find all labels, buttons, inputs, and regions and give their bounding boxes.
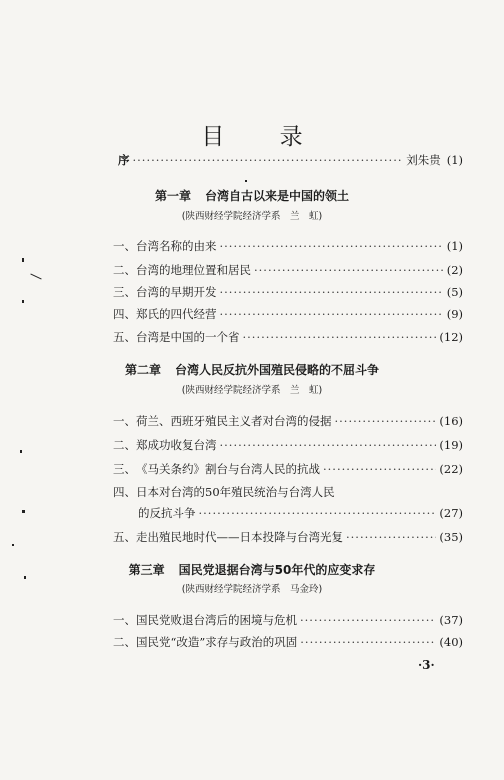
chapter-heading <box>0 188 504 204</box>
entry-title: 走出殖民地时代——日本投降与台湾光复 <box>136 530 343 544</box>
scan-speck <box>20 450 22 453</box>
entry-number: 三、 <box>113 285 136 299</box>
page-ref: (9) <box>446 307 463 321</box>
page-ref: (1) <box>446 153 463 167</box>
page-ref: (12) <box>439 330 463 344</box>
page-ref: (40) <box>439 635 463 649</box>
leader-dots <box>220 437 437 453</box>
scan-speck <box>245 180 247 182</box>
chapter-title: 台湾自古以来是中国的领土 <box>205 189 350 203</box>
entry-number: 一、 <box>113 239 136 253</box>
entry-title-continuation: 的反抗斗争 <box>138 506 196 520</box>
chapter-number: 第一章 <box>154 189 191 203</box>
preface-label: 序 <box>118 153 130 167</box>
entry-number: 四、 <box>113 307 136 321</box>
leader-dots <box>300 634 436 650</box>
toc-entry <box>113 329 463 345</box>
leader-dots <box>220 306 444 322</box>
scan-speck <box>12 544 14 546</box>
leader-dots <box>300 612 436 628</box>
scan-speck <box>22 258 24 262</box>
page-ref: (37) <box>439 613 463 627</box>
leader-dots <box>323 461 436 477</box>
entry-title: 台湾的早期开发 <box>136 285 217 299</box>
chapter-heading <box>0 362 504 378</box>
toc-entry <box>113 262 463 278</box>
chapter-affiliation: (陕西财经学院经济学系 兰 虹) <box>181 211 323 222</box>
entry-title: 台湾名称的由来 <box>136 239 217 253</box>
toc-entry-continuation <box>138 505 463 521</box>
toc-entry <box>113 306 463 322</box>
page-ref: (27) <box>439 506 463 520</box>
entry-title: 国民党败退台湾后的困境与危机 <box>136 613 297 627</box>
toc-entry <box>113 529 463 545</box>
toc-entry-preface <box>118 152 463 168</box>
toc-entry <box>113 461 463 477</box>
toc-entry <box>113 437 463 453</box>
leader-dots <box>254 262 444 278</box>
page-number: ·3· <box>418 658 435 672</box>
page-ref: (35) <box>439 530 463 544</box>
entry-number: 三、 <box>113 462 136 476</box>
leader-dots <box>335 413 437 429</box>
page-ref: (22) <box>439 462 463 476</box>
entry-title: 郑成功收复台湾 <box>136 438 217 452</box>
leader-dots <box>133 152 404 168</box>
chapter-title: 国民党退据台湾与50年代的应变求存 <box>178 563 376 577</box>
entry-title: 郑氏的四代经营 <box>136 307 217 321</box>
leader-dots <box>346 529 436 545</box>
chapter-affiliation: (陕西财经学院经济学系 马金玲) <box>181 584 323 595</box>
leader-dots <box>220 284 444 300</box>
entry-number: 一、 <box>113 613 136 627</box>
leader-dots <box>220 238 444 254</box>
chapter-heading <box>0 562 504 578</box>
entry-title: 《马关条约》割台与台湾人民的抗战 <box>136 462 320 476</box>
page-title: 目 录 <box>201 124 327 150</box>
chapter-title: 台湾人民反抗外国殖民侵略的不屈斗争 <box>175 363 380 377</box>
toc-entry <box>113 634 463 650</box>
page-ref: (5) <box>446 285 463 299</box>
scan-speck <box>22 300 24 303</box>
entry-title: 国民党“改造”求存与政治的巩固 <box>136 635 298 649</box>
toc-entry <box>113 612 463 628</box>
preface-author: 刘朱贵 <box>406 153 441 167</box>
entry-number: 四、 <box>113 485 136 499</box>
entry-title: 荷兰、西班牙殖民主义者对台湾的侵据 <box>136 414 332 428</box>
entry-title: 日本对台湾的50年殖民统治与台湾人民 <box>136 485 335 499</box>
chapter-number: 第二章 <box>124 363 161 377</box>
entry-number: 二、 <box>113 635 136 649</box>
entry-number: 五、 <box>113 330 136 344</box>
page-ref: (16) <box>439 414 463 428</box>
scan-speck <box>22 510 25 513</box>
chapter-affiliation: (陕西财经学院经济学系 兰 虹) <box>181 385 323 396</box>
entry-number: 二、 <box>113 438 136 452</box>
page-ref: (19) <box>439 438 463 452</box>
leader-dots <box>243 329 437 345</box>
entry-title: 台湾是中国的一个省 <box>136 330 240 344</box>
entry-number: 五、 <box>113 530 136 544</box>
entry-number: 一、 <box>113 414 136 428</box>
chapter-number: 第三章 <box>128 563 165 577</box>
scan-speck <box>30 274 41 280</box>
page-ref: (2) <box>446 263 463 277</box>
toc-entry <box>113 484 463 500</box>
toc-entry <box>113 413 463 429</box>
page-ref: (1) <box>446 239 463 253</box>
leader-dots <box>199 505 437 521</box>
scan-speck <box>24 576 26 579</box>
entry-title: 台湾的地理位置和居民 <box>136 263 251 277</box>
toc-entry <box>113 238 463 254</box>
toc-entry <box>113 284 463 300</box>
entry-number: 二、 <box>113 263 136 277</box>
